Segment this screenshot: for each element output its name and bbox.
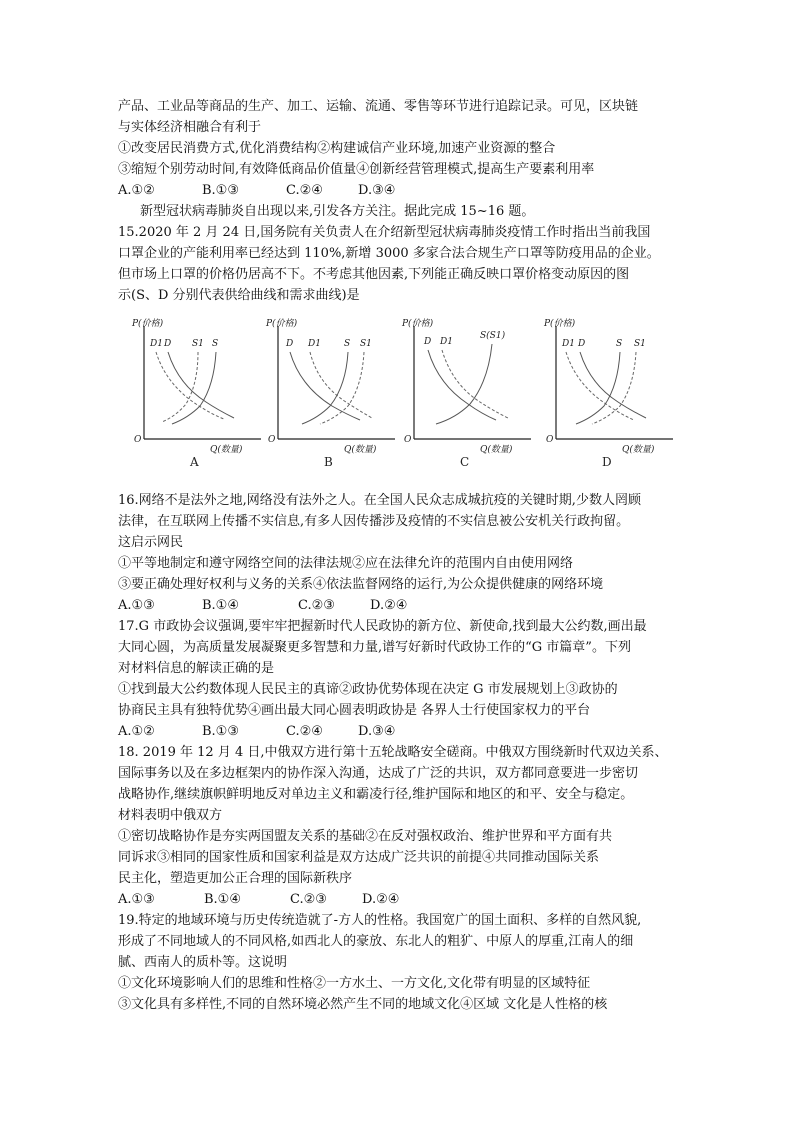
y-axis-label: P(价格) [544,319,576,329]
option-a: A.①③ [118,892,155,907]
question-15-stem [118,222,688,306]
graph-d [538,314,678,484]
option-c: C.②③ [290,892,327,907]
question-18-stem [118,742,688,889]
option-a: A.①② [118,724,155,739]
question-14-stem [118,96,688,180]
curve-label: S [616,339,623,349]
origin-label: O [546,435,554,445]
text-line: 大同心圆，为高质量发展凝聚更多智慧和力量,谱写好新时代政协工作的“G 市篇章”。下列 [118,640,631,655]
curve-label: S [344,339,351,349]
curve-label: S1 [192,339,204,349]
option-d: D.③④ [358,183,396,198]
option-c: C.②④ [286,724,323,739]
curve-label: S(S1) [480,331,506,341]
graph-label: D [602,455,612,469]
text-line: 16.网络不是法外之地,网络没有法外之人。在全国人民众志成城抗疫的关键时期,少数人罔顾 [118,493,641,508]
text-line: 口罩企业的产能利用率已经达到 110%,新增 3000 多家合法合规生产口罩等防疫用品的企业。 [118,246,660,261]
curve-label: D [424,337,432,347]
option-c: C.②③ [298,598,335,613]
y-axis-label: P(价格) [402,319,434,329]
option-c: C.②④ [286,183,323,198]
option-b: B.①④ [202,598,239,613]
text-line: ③文化具有多样性,不同的自然环境必然产生不同的地域文化④区域 文化是人性格的核 [118,997,608,1012]
curve-label: D1 [562,339,575,349]
graph-label: C [460,455,470,469]
document-page [118,96,688,1015]
text-line: ③要正确处理好权利与义务的关系④依法监督网络的运行,为公众提供健康的网络环境 [118,577,604,592]
y-axis-label: P(价格) [132,319,164,329]
text-line: 材料表明中俄双方 [118,808,223,823]
option-a: A.①③ [118,598,155,613]
origin-label: O [404,435,412,445]
graph-label: B [324,455,333,469]
text-line: 19.特定的地域环境与历史传统造就了-方人的性格。我国宽广的国土面积、多样的自然风貌, [118,913,642,928]
question-16-options [118,595,688,616]
text-line: 对材料信息的解读正确的是 [118,661,275,676]
x-axis-label: Q(数量) [210,445,243,455]
curve-label: S1 [634,339,646,349]
curve-label: D [164,339,172,349]
text-line: ①找到最大公约数体现人民民主的真谛②政协优势体现在决定 G 市发展规划上③政协的 [118,682,618,697]
curve-label: D1 [308,339,321,349]
option-b: B.①③ [202,183,239,198]
text-line: 形成了不同地域人的不同风格,如西北人的豪放、东北人的粗犷、中原人的厚重,江南人的细 [118,934,634,949]
origin-label: O [268,435,276,445]
x-axis-label: Q(数量) [344,445,377,455]
text-line: 民主化，塑造更加公正合理的国际新秩序 [118,871,353,886]
option-b: B.①④ [204,892,241,907]
text-line: 战略协作,继续旗帜鲜明地反对单边主义和霸凌行径,维护国际和地区的和平、安全与稳定。 [118,787,634,802]
option-d: D.②④ [370,598,408,613]
origin-label: O [134,435,142,445]
option-d: D.③④ [358,724,396,739]
graph-a [126,314,266,484]
option-a: A.①② [118,183,155,198]
question-14-options [118,180,688,201]
y-axis-label: P(价格) [266,319,298,329]
graph-label: A [190,455,199,469]
text-line: 17.G 市政协会议强调,要牢牢把握新时代人民政协的新方位、新使命,找到最大公约数,画出最 [118,619,647,634]
graph-c [396,314,536,484]
material-intro: 新型冠状病毒肺炎自出现以来,引发各方关注。据此完成 15~16 题。 [140,204,535,219]
text-line: 协商民主具有独特优势④画出最大同心圆表明政协是 各界人士行使国家权力的平台 [118,703,591,718]
text-line: 这启示网民 [118,535,184,550]
text-line: 示(S、D 分别代表供给曲线和需求曲线)是 [118,288,360,303]
curve-label: D [286,339,294,349]
x-axis-label: Q(数量) [480,445,513,455]
text-line: 15.2020 年 2 月 24 日,国务院有关负责人在介绍新型冠状病毒肺炎疫情工作时指出当前我国 [118,225,651,240]
text-line: ①改变居民消费方式,优化消费结构②构建诚信产业环境,加速产业资源的整合 [118,141,556,156]
text-line: 与实体经济相融合有利于 [118,120,262,135]
text-line: ③缩短个别劳动时间,有效降低商品价值量④创新经营管理模式,提高生产要素利用率 [118,162,595,177]
text-line: 国际事务以及在多边框架内的协作深入沟通，达成了广泛的共识，双方都同意要进一步密切 [118,766,639,781]
text-line: 18. 2019 年 12 月 4 日,中俄双方进行第十五轮战略安全磋商。中俄双方围绕新时代双边关系、 [118,745,668,760]
curve-label: D [578,339,586,349]
question-17-stem [118,616,688,721]
text-line: ①文化环境影响人们的思维和性格②一方水土、一方文化,文化带有明显的区域特征 [118,976,591,991]
curve-label: D1 [440,337,453,347]
text-line: 法律，在互联网上传播不实信息,有多人因传播涉及疫情的不实信息被公安机关行政拘留。 [118,514,630,529]
option-b: B.①③ [202,724,239,739]
text-line: ①密切战略协作是夯实两国盟友关系的基础②在反对强权政治、维护世界和平方面有共 [118,829,613,844]
curve-label: S1 [360,339,372,349]
curve-label: D1 [150,339,163,349]
text-line: 同诉求③相同的国家性质和国家利益是双方达成广泛共识的前提④共同推动国际关系 [118,850,600,865]
question-18-options [118,889,688,910]
question-17-options [118,721,688,742]
text-line: ①平等地制定和遵守网络空间的法律法规②应在法律允许的范围内自由使用网络 [118,556,574,571]
text-line: 腻、西南人的质朴等。这说明 [118,955,288,970]
question-16-stem [118,490,688,595]
option-d: D.②④ [362,892,400,907]
graph-b [260,314,400,484]
supply-demand-graphs [118,314,688,484]
question-19-stem [118,910,688,1015]
text-line: 但市场上口罩的价格仍居高不下。不考虑其他因素,下列能正确反映口罩价格变动原因的图 [118,267,630,282]
text-line: 产品、工业品等商品的生产、加工、运输、流通、零售等环节进行追踪记录。可见，区块链 [118,99,639,114]
curve-label: S [212,339,219,349]
x-axis-label: Q(数量) [622,445,655,455]
